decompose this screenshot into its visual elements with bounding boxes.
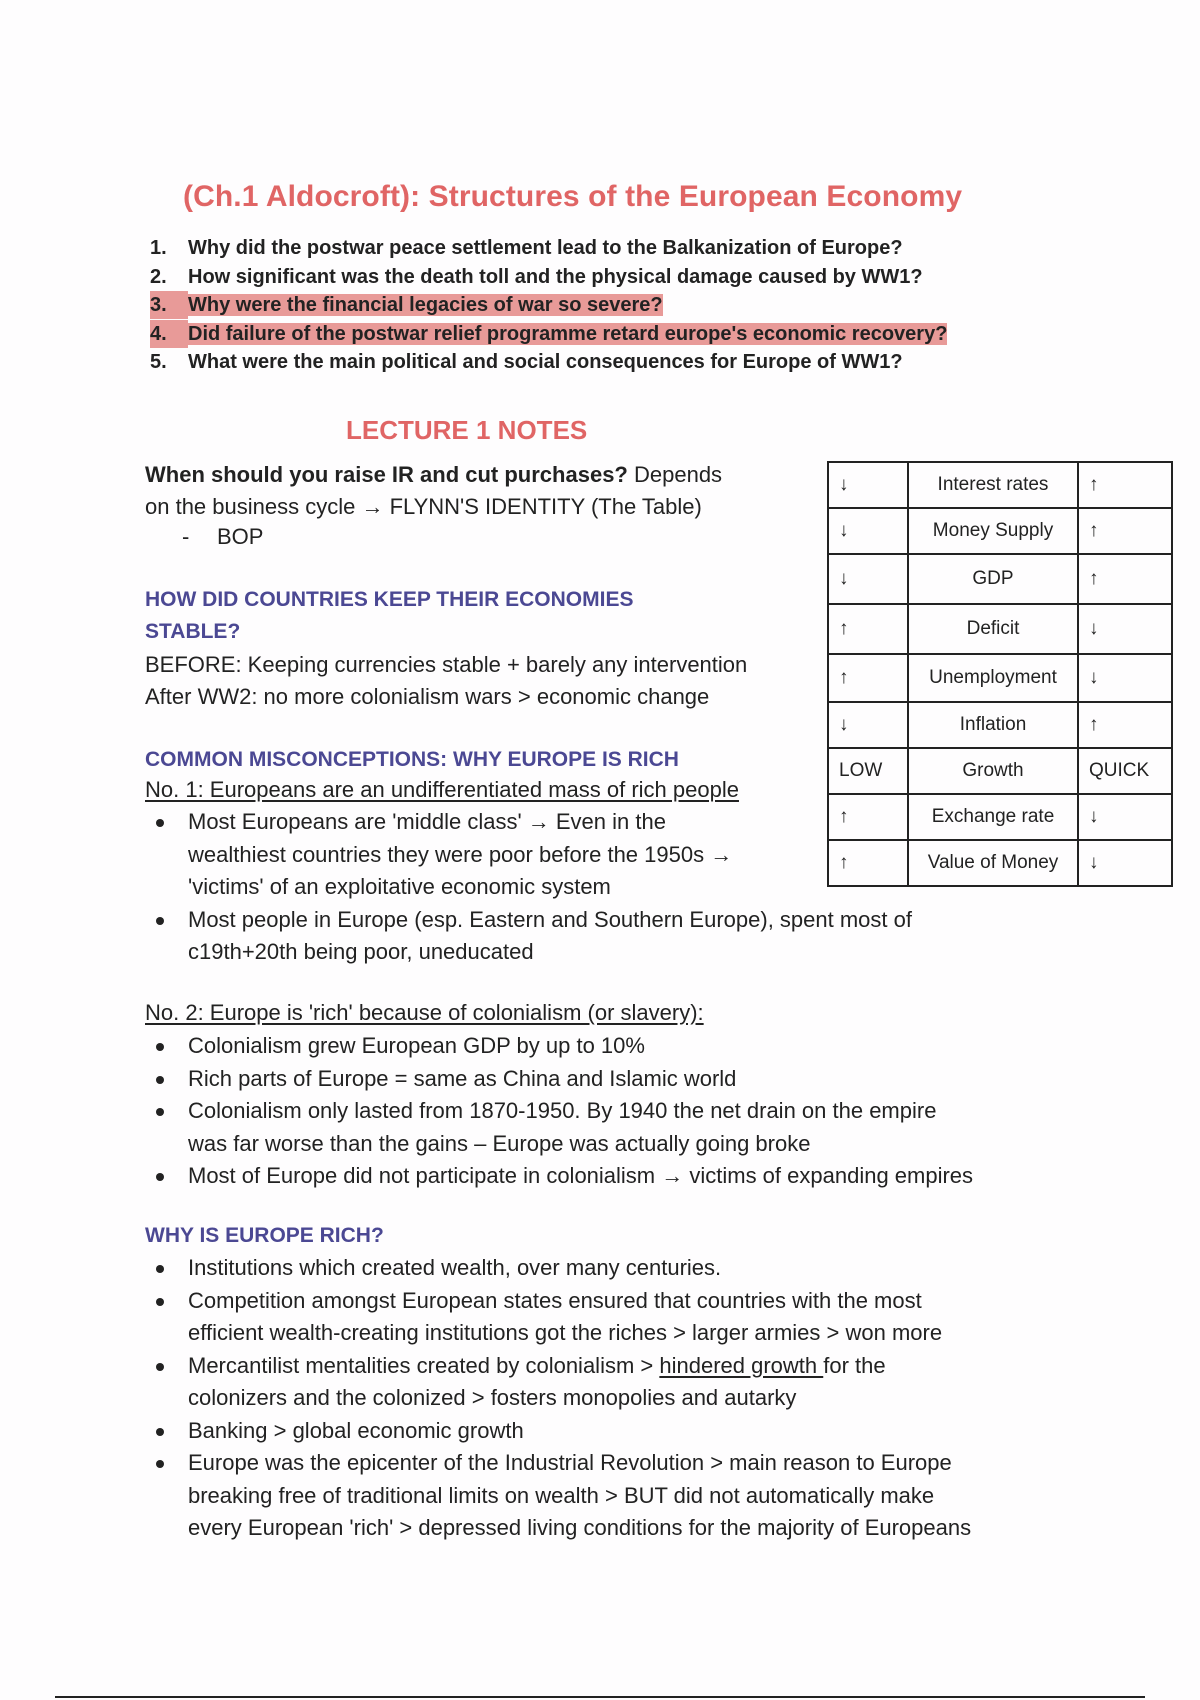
table-cell-left: ↓ [828, 702, 908, 748]
stable-after: After WW2: no more colonialism wars > economic change [145, 684, 710, 709]
list-item [150, 1447, 971, 1545]
sub-item-bop: BOP [217, 524, 264, 549]
sub-dash: - [182, 524, 190, 549]
intro-question: When should you raise IR and cut purchases? [145, 462, 628, 487]
question-text: What were the main political and social consequences for Europe of WW1? [188, 351, 903, 373]
list-item [150, 1252, 971, 1285]
table-cell-left: LOW [828, 748, 908, 794]
misconception-1-bullets [150, 806, 912, 969]
bullet-line: for the [823, 1352, 886, 1378]
question-number: 5. [150, 351, 167, 373]
table-cell-variable: Unemployment [908, 654, 1078, 702]
table-cell-variable: GDP [908, 554, 1078, 604]
list-item [150, 1285, 971, 1350]
page-bottom-divider [55, 1696, 1145, 1698]
hindered-growth-text: hindered growth [659, 1352, 824, 1378]
list-item [150, 1160, 973, 1193]
lecture-intro [145, 459, 722, 491]
question-number: 1. [150, 237, 167, 259]
table-cell-left: ↑ [828, 654, 908, 702]
why-rich-bullets [150, 1252, 971, 1545]
table-cell-right: ↓ [1078, 840, 1172, 886]
bullet-line: Banking > global economic growth [188, 1417, 524, 1443]
table-cell-left: ↓ [828, 462, 908, 508]
table-cell-right: ↑ [1078, 462, 1172, 508]
bullet-line: Most Europeans are 'middle class' → Even in the [188, 809, 666, 834]
misconception-1-title: No. 1: Europeans are an undifferentiated mass of rich people [145, 777, 739, 802]
table-cell-variable: Growth [908, 748, 1078, 794]
table-row [828, 462, 1172, 508]
misconceptions-heading: COMMON MISCONCEPTIONS: WHY EUROPE IS RICH [145, 748, 679, 771]
misconception-2-title: No. 2: Europe is 'rich' because of colonialism (or slavery): [145, 1000, 704, 1025]
page-title: (Ch.1 Aldocroft): Structures of the European Economy [183, 180, 963, 213]
table-row [828, 794, 1172, 840]
bullet-line: breaking free of traditional limits on wealth > BUT did not automatically make [188, 1482, 935, 1508]
table-cell-right: ↓ [1078, 794, 1172, 840]
why-rich-heading: WHY IS EUROPE RICH? [145, 1224, 384, 1247]
bullet-line: efficient wealth-creating institutions got the riches > larger armies > won more [188, 1320, 943, 1345]
question-list [150, 234, 947, 377]
table-cell-variable: Deficit [908, 604, 1078, 654]
question-number: 4. [150, 320, 188, 348]
list-item [150, 1063, 973, 1096]
table-cell-left: ↓ [828, 554, 908, 604]
table-cell-variable: Inflation [908, 702, 1078, 748]
flynn-identity-table [827, 461, 1173, 887]
table-row [828, 508, 1172, 554]
table-row [828, 654, 1172, 702]
table-cell-variable: Exchange rate [908, 794, 1078, 840]
stable-heading-line1: HOW DID COUNTRIES KEEP THEIR ECONOMIES [145, 588, 634, 611]
lecture-intro-line2: on the business cycle → FLYNN'S IDENTITY (The Table) [145, 494, 702, 519]
lecture-title: LECTURE 1 NOTES [346, 415, 588, 445]
bullet-line: wealthiest countries they were poor before the 1950s → [188, 841, 733, 867]
table-cell-right: QUICK [1078, 748, 1172, 794]
table-cell-right: ↑ [1078, 554, 1172, 604]
intro-rest: Depends [627, 462, 723, 487]
table-cell-left: ↑ [828, 794, 908, 840]
bullet-line: 'victims' of an exploitative economic system [188, 874, 611, 899]
table-cell-right: ↓ [1078, 654, 1172, 702]
bullet-line: Institutions which created wealth, over many centuries. [188, 1255, 722, 1280]
list-item [150, 1415, 971, 1448]
bullet-line: Rich parts of Europe = same as China and Islamic world [188, 1065, 737, 1091]
table-cell-right: ↑ [1078, 702, 1172, 748]
question-number: 2. [150, 265, 167, 288]
question-number: 3. [150, 291, 188, 319]
question-text: How significant was the death toll and the physical damage caused by WW1? [188, 265, 923, 288]
bullet-line: colonizers and the colonized > fosters monopolies and autarky [188, 1385, 797, 1410]
table-cell-variable: Money Supply [908, 508, 1078, 554]
bullet-line: Europe was the epicenter of the Industrial Revolution > main reason to Europe [188, 1450, 952, 1475]
bullet-line: c19th+20th being poor, uneducated [188, 939, 534, 964]
list-item [150, 806, 912, 904]
question-item-highlighted [150, 320, 947, 349]
bullet-line: Most of Europe did not participate in colonialism → victims of expanding empires [188, 1163, 974, 1188]
bullet-line: Colonialism grew European GDP by up to 10% [188, 1033, 645, 1058]
table-row [828, 604, 1172, 654]
question-text: Did failure of the postwar relief programme retard europe's economic recovery? [188, 322, 948, 345]
question-item [150, 348, 947, 377]
question-text: Why were the financial legacies of war so severe? [188, 294, 663, 316]
table-row [828, 702, 1172, 748]
stable-before: BEFORE: Keeping currencies stable + barely any intervention [145, 652, 748, 677]
bullet-line: Most people in Europe (esp. Eastern and Southern Europe), spent most of [188, 906, 912, 932]
table-cell-left: ↑ [828, 840, 908, 886]
table-row [828, 840, 1172, 886]
table-cell-variable: Interest rates [908, 462, 1078, 508]
list-item [150, 1350, 971, 1415]
list-item [150, 1095, 973, 1160]
bullet-line: Colonialism only lasted from 1870-1950. By 1940 the net drain on the empire [188, 1098, 937, 1123]
bullet-line: was far worse than the gains – Europe was actually going broke [188, 1130, 811, 1156]
question-item [150, 263, 947, 292]
misconception-2-bullets [150, 1030, 973, 1193]
bullet-line: Mercantilist mentalities created by colonialism > [188, 1352, 660, 1378]
table-cell-left: ↑ [828, 604, 908, 654]
table-cell-right: ↑ [1078, 508, 1172, 554]
question-text: Why did the postwar peace settlement lead to the Balkanization of Europe? [188, 237, 903, 259]
bullet-line: every European 'rich' > depressed living conditions for the majority of Europeans [188, 1515, 972, 1540]
list-item [150, 1030, 973, 1063]
bullet-line: Competition amongst European states ensured that countries with the most [188, 1287, 922, 1313]
table-cell-left: ↓ [828, 508, 908, 554]
stable-heading-line2: STABLE? [145, 620, 241, 643]
question-item [150, 234, 947, 263]
question-item-highlighted [150, 291, 947, 320]
table-row [828, 748, 1172, 794]
table-row [828, 554, 1172, 604]
table-cell-right: ↓ [1078, 604, 1172, 654]
list-item [150, 904, 912, 969]
table-cell-variable: Value of Money [908, 840, 1078, 886]
